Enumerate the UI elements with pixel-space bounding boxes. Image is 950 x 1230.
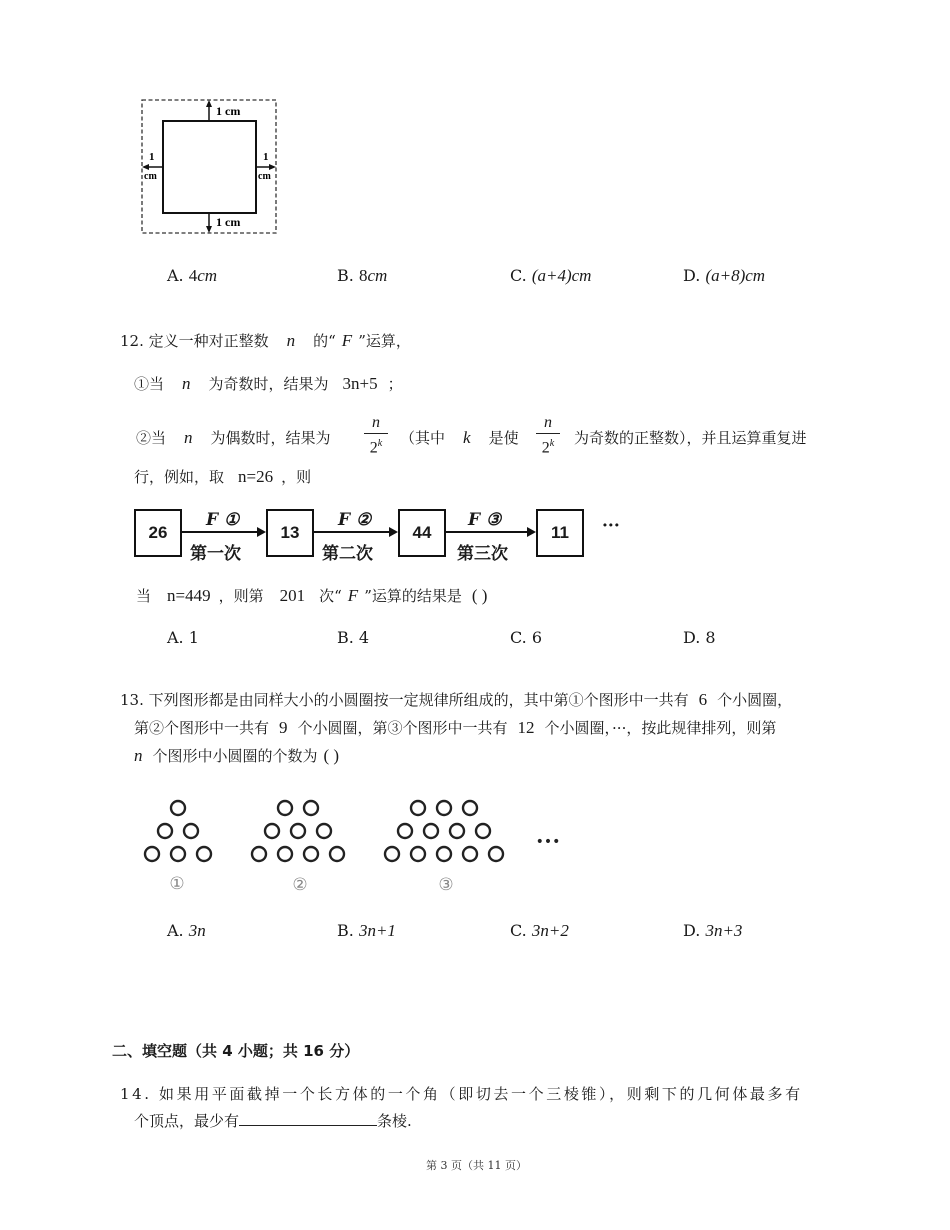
q11-label-left-1: 1 — [149, 151, 155, 163]
q12-option-d[interactable]: D. 8 — [683, 628, 716, 647]
flow-ellipsis: ··· — [602, 516, 620, 536]
q14-line-1: 14. 如果用平面截掉一个长方体的一个角（即切去一个三棱锥），则剩下的几何体最多有 — [120, 1085, 803, 1103]
q12-option-a[interactable]: A. 1 — [167, 628, 199, 647]
flow-box-2: 13 — [266, 509, 314, 557]
q12-fraction-1: n 2$^k$ — [364, 414, 388, 457]
flow-box-1: 26 — [134, 509, 182, 557]
q14-answer-blank[interactable] — [239, 1111, 377, 1126]
q12-stem: 12. 定义一种对正整数 n 的“ F ”运算， — [120, 331, 411, 350]
q12-case-2c: 为奇数的正整数），并且运算重复进 — [574, 429, 807, 447]
q12-case-2b: （其中 k 是使 — [400, 428, 519, 447]
flow-step-1: 第一次 — [190, 544, 241, 564]
q11-option-a[interactable]: A. 4cm — [167, 266, 218, 285]
q11-label-top: 1 cm — [216, 104, 241, 118]
q13-line-3: n 个图形中小圆圈的个数为 ( ) — [134, 746, 340, 765]
page-footer: 第 3 页（共 11 页） — [426, 1159, 527, 1172]
q11-option-c[interactable]: C. (a+4)cm — [510, 266, 592, 285]
q13-figure-label-3: ③ — [438, 875, 454, 895]
flow-box-4: 11 — [536, 509, 584, 557]
flow-op-2: F ② — [338, 510, 372, 530]
q11-option-d[interactable]: D. (a+8)cm — [683, 266, 766, 285]
q13-line-1: 13. 下列图形都是由同样大小的小圆圈按一定规律所组成的，其中第①个图形中一共有 6 个小圆圈， — [120, 690, 793, 709]
q14-line-2: 个顶点，最少有 条棱. — [134, 1112, 412, 1130]
q12-option-c[interactable]: C. 6 — [510, 628, 543, 647]
section-2-title: 二、填空题（共 4 小题；共 16 分） — [112, 1042, 360, 1060]
q13-figure-ellipsis: ••• — [535, 834, 561, 850]
q11-label-right-1: 1 — [263, 151, 269, 163]
q12-option-b[interactable]: B. 4 — [337, 628, 370, 647]
q12-fraction-2: n 2$^k$ — [536, 414, 560, 457]
q13-figure-label-2: ② — [292, 875, 308, 895]
q13-line-2: 第②个图形中一共有 9 个小圆圈，第③个图形中一共有 12 个小圆圈，···，按此规律排列，则第 — [134, 718, 777, 737]
q11-label-bottom: 1 cm — [216, 215, 241, 229]
q13-option-d[interactable]: D. 3n+3 — [683, 921, 743, 940]
q12-case-1: ①当 n 为奇数时，结果为 3n+5 ； — [134, 374, 403, 393]
q11-label-right-cm: cm — [258, 171, 271, 182]
q13-option-a[interactable]: A. 3n — [167, 921, 206, 940]
flow-op-1: F ① — [206, 510, 240, 530]
flow-step-3: 第三次 — [457, 544, 508, 564]
q12-question: 当 n=449 ，则第 201 次“ F ”运算的结果是 ( ) — [136, 586, 488, 605]
q13-option-b[interactable]: B. 3n+1 — [337, 921, 396, 940]
flow-op-3: F ③ — [468, 510, 502, 530]
flow-box-3: 44 — [398, 509, 446, 557]
q12-case1-expr: 3n+5 — [342, 374, 378, 393]
q12-example: 行，例如，取 n=26 ，则 — [134, 467, 312, 486]
flow-step-2: 第二次 — [322, 544, 373, 564]
q13-figure-label-1: ① — [169, 874, 185, 894]
q11-label-left-cm: cm — [144, 171, 157, 182]
q13-circle-figures — [130, 790, 570, 900]
q13-option-c[interactable]: C. 3n+2 — [510, 921, 569, 940]
q12-case-2a: ②当 n 为偶数时，结果为 — [136, 428, 331, 447]
q11-option-b[interactable]: B. 8cm — [337, 266, 388, 285]
